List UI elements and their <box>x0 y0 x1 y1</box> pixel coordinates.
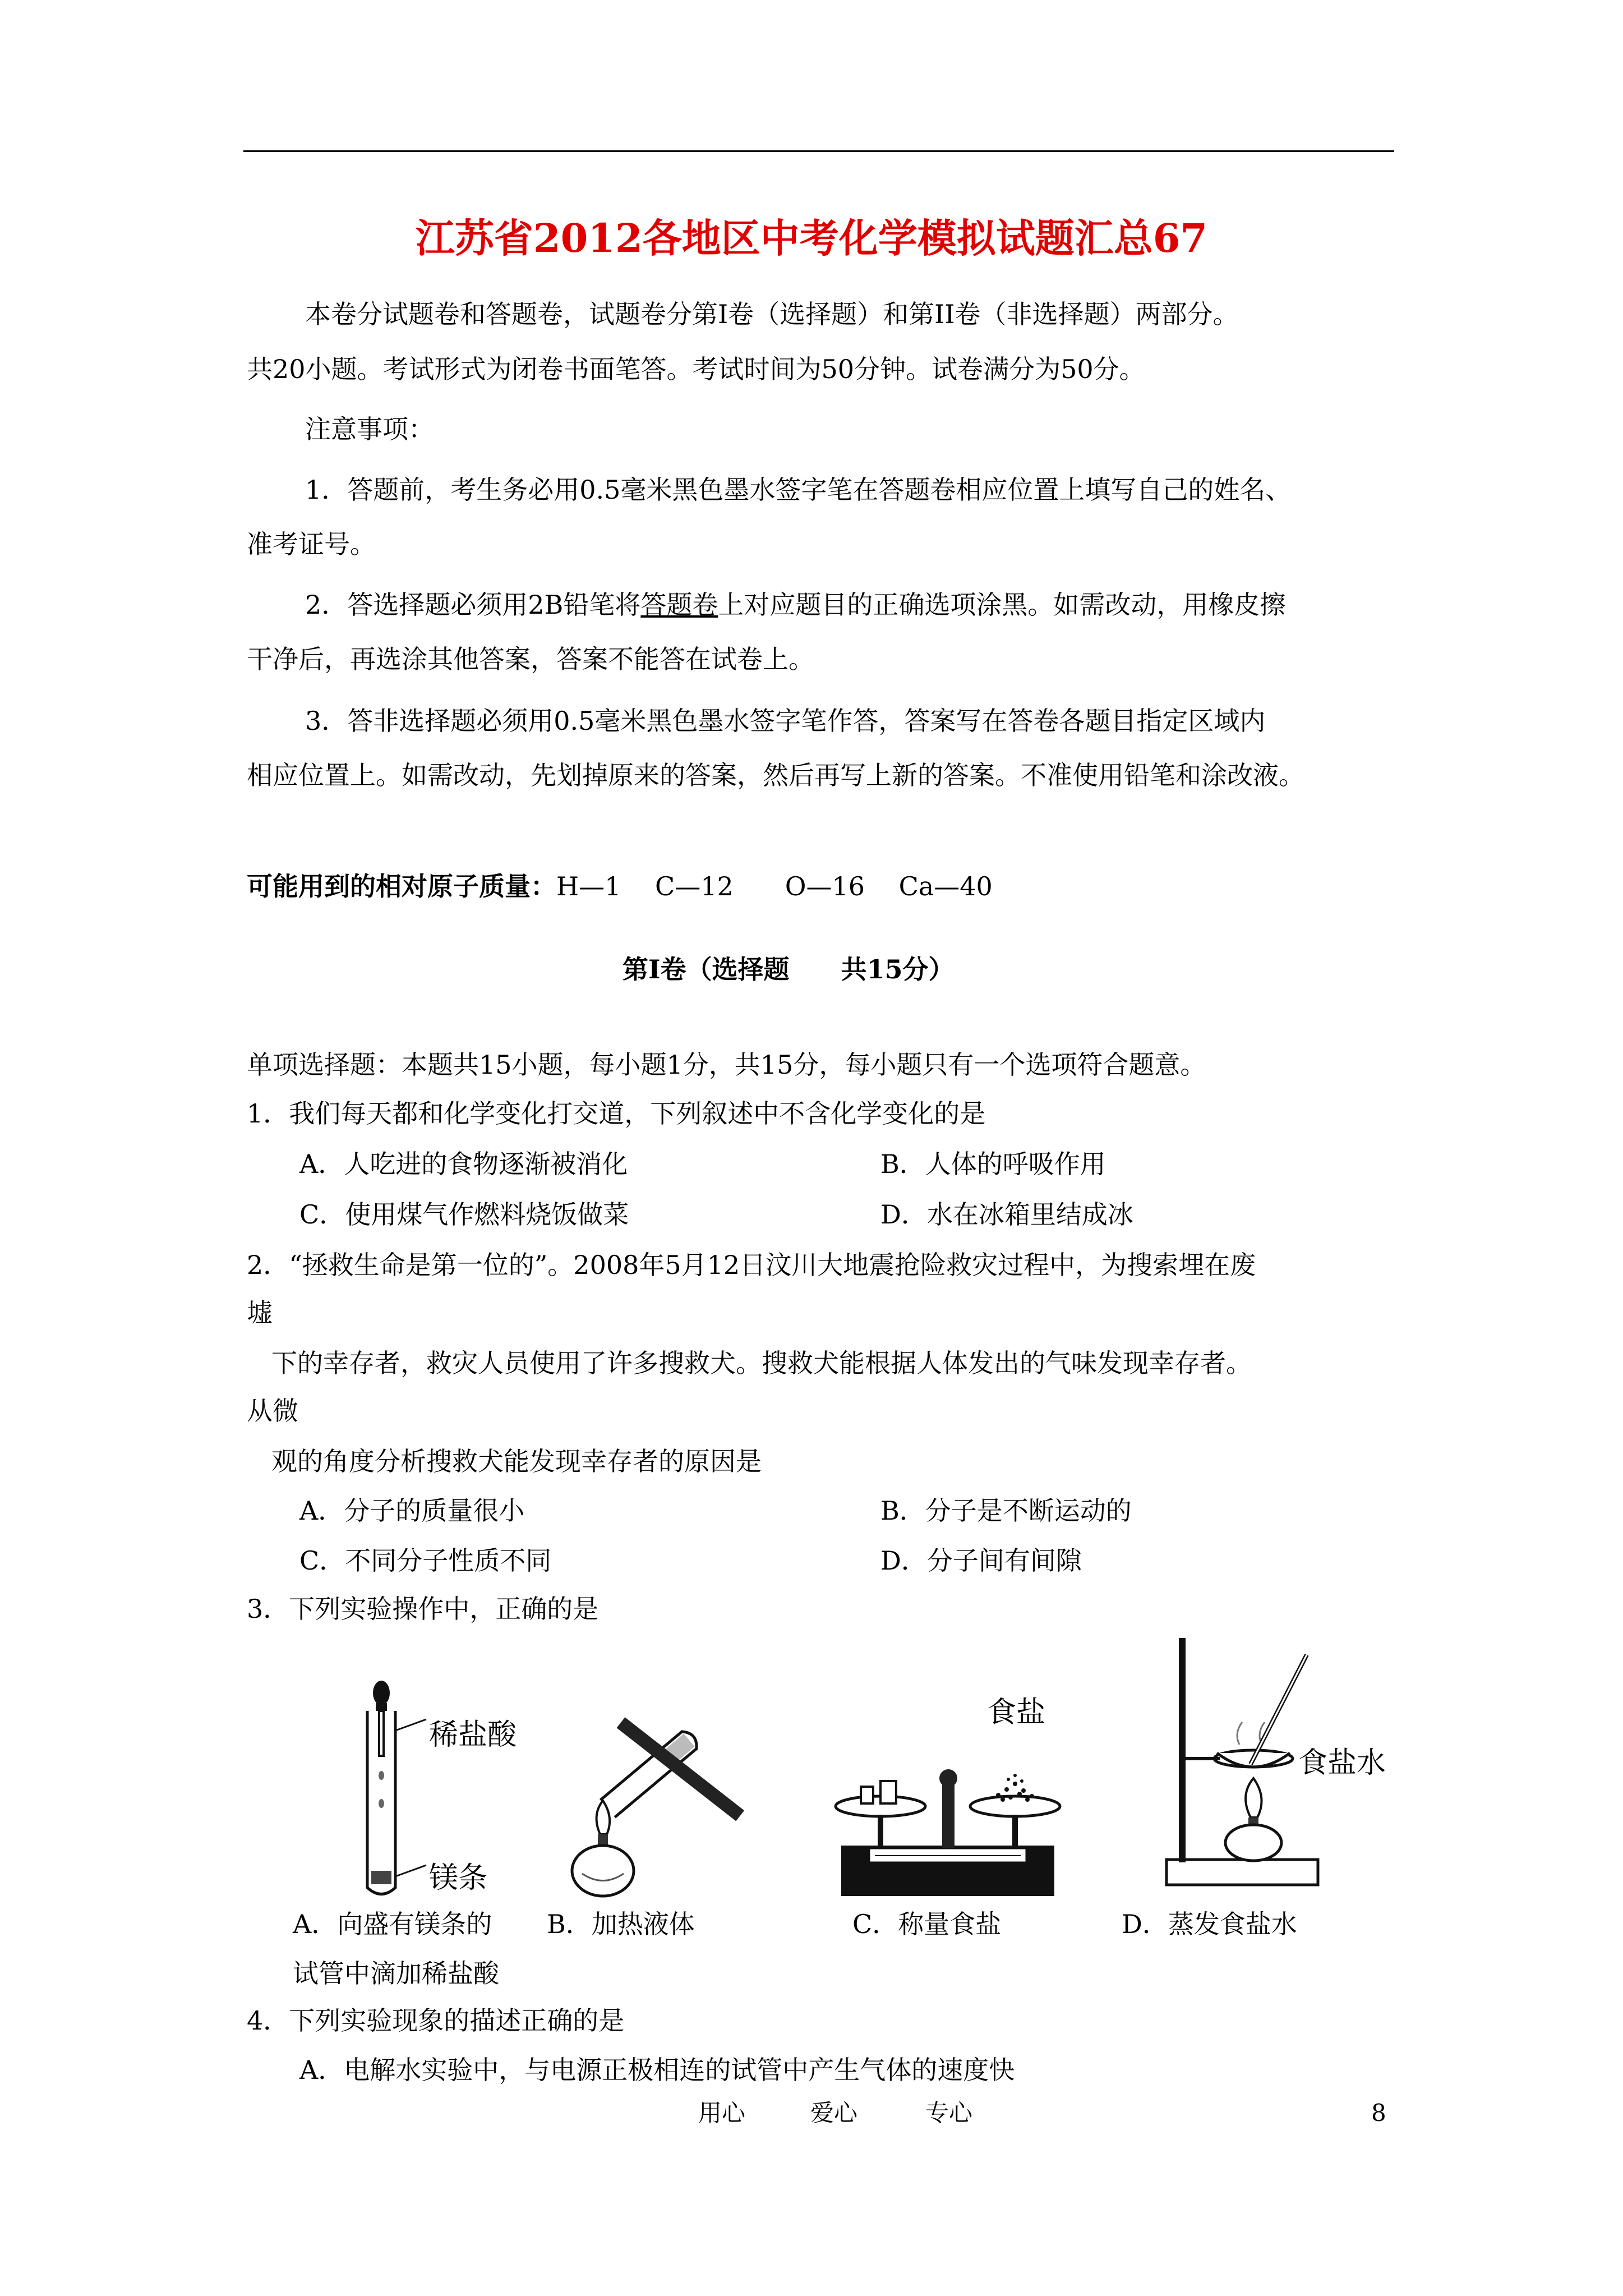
q1-option-b: B．人体的呼吸作用 <box>880 1149 1106 1179</box>
header-rule <box>243 150 1394 152</box>
q2-option-c: C．不同分子性质不同 <box>299 1545 552 1576</box>
q2-line-2: 墟 <box>247 1297 273 1328</box>
q1-stem: 1．我们每天都和化学变化打交道，下列叙述中不含化学变化的是 <box>247 1098 986 1129</box>
notice-2a <box>305 588 1285 622</box>
notice-3b: 相应位置上。如需改动，先划掉原来的答案，然后再写上新的答案。不准使用铅笔和涂改液。 <box>247 760 1304 790</box>
q1-option-c: C．使用煤气作燃料烧饭做菜 <box>299 1199 629 1230</box>
atomic-label: 可能用到的相对原子质量： <box>247 871 556 901</box>
footer-motto-1: 用心 <box>698 2099 746 2127</box>
q2-line-3: 下的幸存者，救灾人员使用了许多搜救犬。搜救犬能根据人体发出的气味发现幸存者。 <box>271 1348 1252 1378</box>
q3-option-a-line1: A．向盛有镁条的 <box>293 1909 492 1939</box>
notice-3a: 3．答非选择题必须用0.5毫米黑色墨水签字笔作答，答案写在答卷各题目指定区域内 <box>305 706 1266 736</box>
q1-option-a: A．人吃进的食物逐渐被消化 <box>299 1149 628 1179</box>
q3-option-d: D．蒸发食盐水 <box>1122 1909 1297 1939</box>
atomic-masses <box>247 869 993 903</box>
figure-c-label-salt: 食盐 <box>987 1696 1046 1729</box>
q2-option-b: B．分子是不断运动的 <box>880 1496 1132 1526</box>
figure-a-label-magnesium: 镁条 <box>429 1861 488 1895</box>
footer-motto-2: 爱心 <box>810 2099 858 2127</box>
notice-2a-underlined: 答题卷 <box>640 590 718 620</box>
figure-b-heating-liquid <box>561 1694 774 1902</box>
page-title: 江苏省2012各地区中考化学模拟试题汇总67 <box>415 215 1208 261</box>
atomic-values: H—1 C—12 O—16 Ca—40 <box>556 871 993 901</box>
intro-line-1: 本卷分试题卷和答题卷，试题卷分第Ⅰ卷（选择题）和第II卷（非选择题）两部分。 <box>305 299 1239 329</box>
notice-2a-pre: 2．答选择题必须用2B铅笔将 <box>305 590 641 620</box>
q3-option-c: C．称量食盐 <box>852 1909 1002 1939</box>
notice-2b: 干净后，再选涂其他答案，答案不能答在试卷上。 <box>247 644 814 674</box>
q2-option-a: A．分子的质量很小 <box>299 1496 525 1526</box>
notice-1a: 1．答题前，考生务必用0.5毫米黑色墨水签字笔在答题卷相应位置上填写自己的姓名、 <box>305 475 1292 505</box>
q1-option-d: D．水在冰箱里结成冰 <box>880 1199 1133 1230</box>
page-number: 8 <box>1371 2099 1386 2127</box>
q2-option-d: D．分子间有间隙 <box>880 1545 1082 1576</box>
q3-option-a-line2: 试管中滴加稀盐酸 <box>293 1958 499 1989</box>
figure-c-balance <box>830 1728 1066 1902</box>
figure-d-label-saltwater: 食盐水 <box>1298 1746 1386 1780</box>
intro-line-2: 共20小题。考试形式为闭卷书面笔答。考试时间为50分钟。试卷满分为50分。 <box>247 354 1145 384</box>
q2-line-4: 从微 <box>247 1396 298 1426</box>
q4-stem: 4．下列实验现象的描述正确的是 <box>247 2005 625 2036</box>
q2-line-1: 2．“拯救生命是第一位的”。2008年5月12日汶川大地震抢险救灾过程中，为搜索埋在废 <box>247 1250 1256 1280</box>
section-title: 第Ⅰ卷（选择题 共15分） <box>623 954 955 984</box>
q4-option-a: A．电解水实验中，与电源正极相连的试管中产生气体的速度快 <box>299 2055 1015 2085</box>
footer-motto-3: 专心 <box>925 2099 973 2127</box>
q3-option-b: B．加热液体 <box>547 1909 695 1939</box>
instructions: 单项选择题：本题共15小题，每小题1分，共15分，每小题只有一个选项符合题意。 <box>247 1050 1206 1080</box>
notice-label: 注意事项： <box>305 414 434 444</box>
q3-stem: 3．下列实验操作中，正确的是 <box>247 1594 599 1624</box>
figure-a-label-acid: 稀盐酸 <box>429 1718 517 1752</box>
notice-1b: 准考证号。 <box>247 529 376 559</box>
q2-line-5: 观的角度分析搜救犬能发现幸存者的原因是 <box>271 1446 762 1476</box>
notice-2a-post: 上对应题目的正确选项涂黑。如需改动，用橡皮擦 <box>718 590 1286 620</box>
